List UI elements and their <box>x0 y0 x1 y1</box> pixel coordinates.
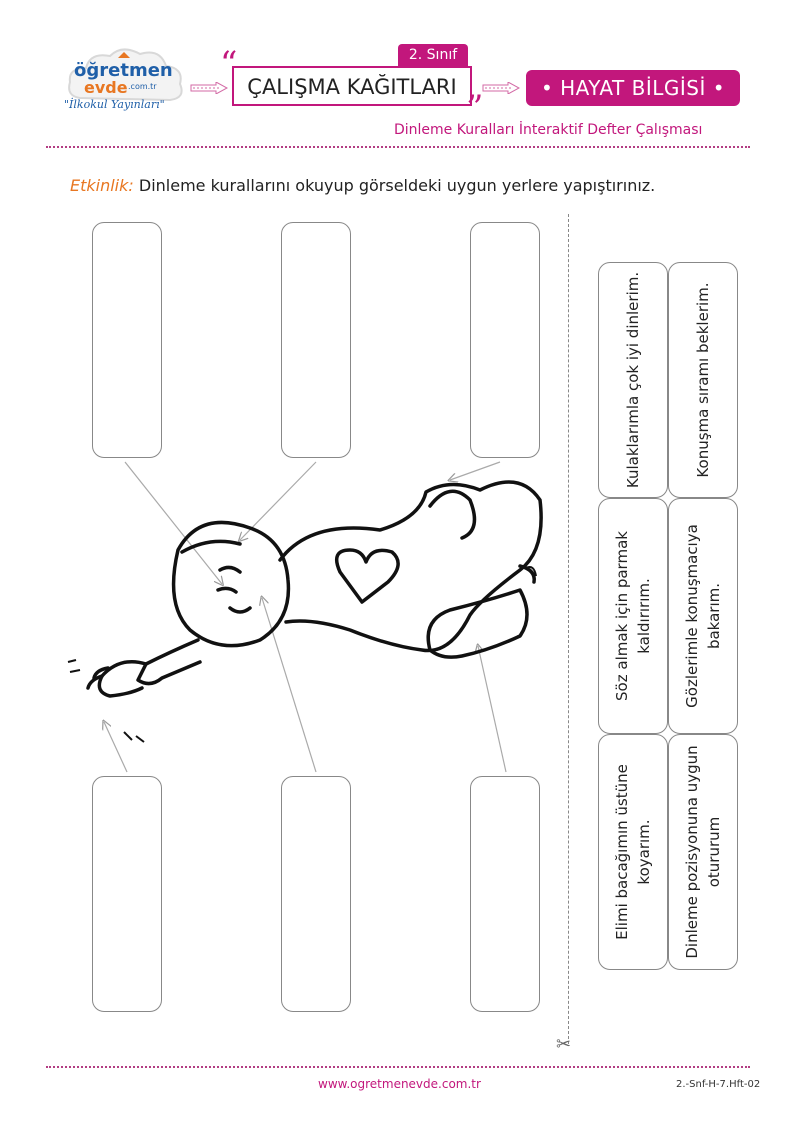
rule-card-text: Dinleme pozisyonuna uygun otururum <box>683 745 723 959</box>
blank-box[interactable] <box>281 776 351 1012</box>
footer-code: 2.-Snf-H-7.Hft-02 <box>676 1079 761 1090</box>
instruction-text: Dinleme kurallarını okuyup görseldeki uygun yerlere yapıştırınız. <box>138 176 656 195</box>
subject-badge: • HAYAT BİLGİSİ • <box>526 70 740 106</box>
logo-domain-text: .com.tr <box>128 82 157 91</box>
scissors-icon: ✂ <box>556 1034 572 1055</box>
footer-url[interactable]: www.ogretmenevde.com.tr <box>318 1077 481 1091</box>
cut-line <box>568 214 569 1044</box>
grade-tab: 2. Sınıf <box>398 44 468 66</box>
blank-box[interactable] <box>281 222 351 458</box>
logo-tagline: "İlkokul Yayınları" <box>64 98 165 111</box>
rule-card[interactable] <box>668 498 738 734</box>
quote-open-icon: “ <box>220 44 238 84</box>
rule-card-text: Kulaklarımla çok iyi dinlerim. <box>624 271 642 489</box>
logo-sub-text: evde <box>84 78 128 97</box>
blank-box[interactable] <box>470 776 540 1012</box>
page-title: ÇALIŞMA KAĞITLARI <box>232 66 472 106</box>
blank-box[interactable] <box>92 222 162 458</box>
blank-box[interactable] <box>92 776 162 1012</box>
quote-close-icon: ” <box>466 88 484 128</box>
instruction-label: Etkinlik: <box>70 176 134 195</box>
divider-bottom <box>46 1066 750 1068</box>
child-listening-illustration <box>50 440 560 770</box>
rule-card[interactable] <box>668 734 738 970</box>
rule-card-text: Konuşma sıramı beklerim. <box>694 282 712 478</box>
rule-card[interactable] <box>598 498 668 734</box>
rule-card-text: Elimi bacağımın üstüne koyarım. <box>613 764 653 940</box>
rule-card-text: Gözlerimle konuşmacıya bakarım. <box>683 524 723 708</box>
rule-card[interactable] <box>598 262 668 498</box>
blank-box[interactable] <box>470 222 540 458</box>
subtitle: Dinleme Kuralları İnteraktif Defter Çalışması <box>394 122 703 138</box>
rule-card[interactable] <box>668 262 738 498</box>
rule-card-text: Söz almak için parmak kaldırırım. <box>613 531 653 701</box>
logo-main-text: öğretmen <box>74 60 173 81</box>
rule-card[interactable] <box>598 734 668 970</box>
